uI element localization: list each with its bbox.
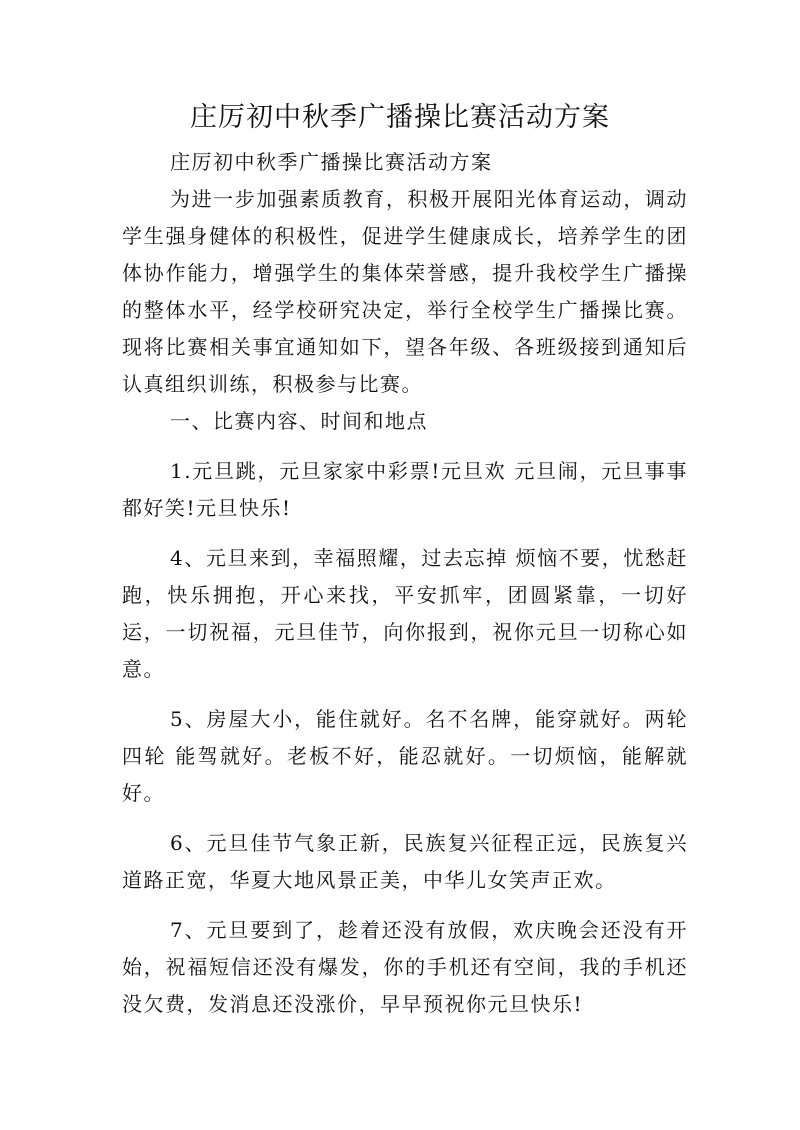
section-heading: 一、比赛内容、时间和地点 (170, 409, 428, 433)
document-body (122, 144, 688, 1023)
document-title: 庄厉初中秋季广播操比赛活动方案 (190, 102, 610, 133)
paragraph-item-7: 7、元旦要到了，趁着还没有放假，欢庆晚会还没有开始，祝福短信还没有爆发，你的手机还有空间，我的手机还没欠费，发消息还没涨价，早早预祝你元旦快乐! (122, 918, 688, 1016)
paragraph-item-4: 4、元旦来到，幸福照耀，过去忘掉 烦恼不要，忧愁赶跑，快乐拥抱，开心来找，平安抓牢，团圆紧靠，一切好运，一切祝福，元旦佳节，向你报到，祝你元旦一切称心如意。 (122, 546, 688, 681)
paragraph-item-1: 1.元旦跳，元旦家家中彩票!元旦欢 元旦闹，元旦事事都好笑!元旦快乐! (122, 459, 688, 520)
document-subtitle: 庄厉初中秋季广播操比赛活动方案 (170, 150, 493, 174)
intro-paragraph: 为进一步加强素质教育，积极开展阳光体育运动，调动学生强身健体的积极性，促进学生健康成长，培养学生的团体协作能力，增强学生的集体荣誉感，提升我校学生广播操的整体水平，经学校研究决定，举行全校学生广播操比赛。现将比赛相关事宜通知如下，望各年级、各班级接到通知后认真组织训练，积极参与比赛。 (122, 187, 688, 396)
paragraph-item-6: 6、元旦佳节气象正新，民族复兴征程正远，民族复兴道路正宽，华夏大地风景正美，中华儿女笑声正欢。 (122, 831, 688, 892)
paragraph-item-5: 5、房屋大小，能住就好。名不名牌，能穿就好。两轮四轮 能驾就好。老板不好，能忍就好。一切烦恼，能解就好。 (122, 707, 688, 805)
